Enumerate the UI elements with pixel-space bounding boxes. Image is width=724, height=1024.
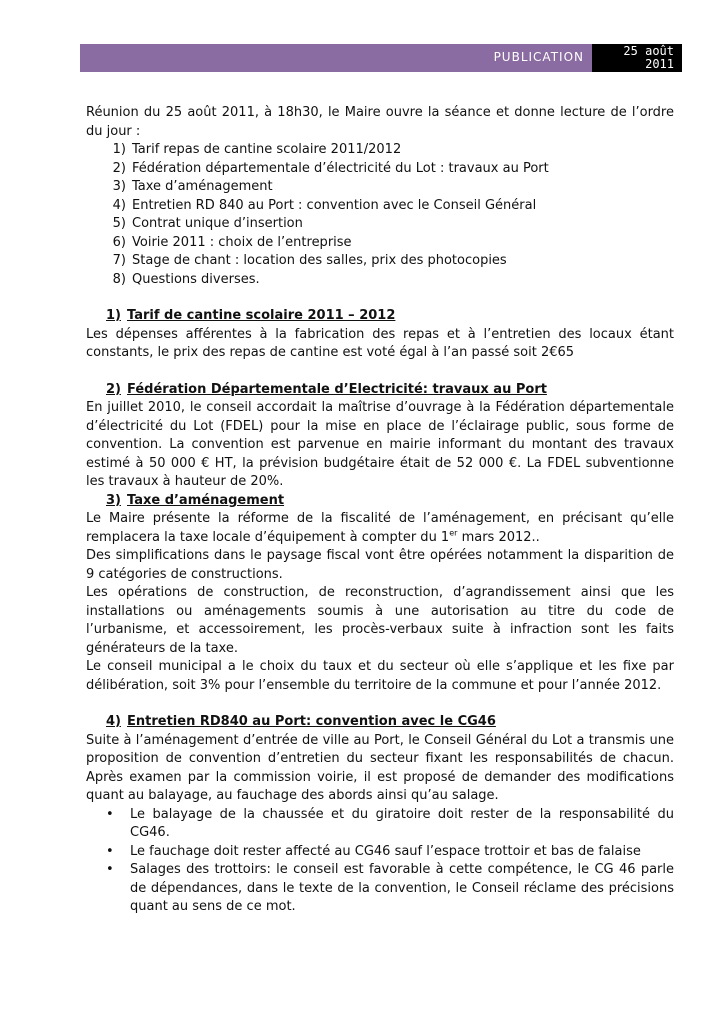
- header-label: PUBLICATION: [493, 50, 584, 64]
- agenda-num: 3): [112, 179, 126, 194]
- agenda-text: Entretien RD 840 au Port : convention avec le Conseil Général: [132, 197, 537, 213]
- agenda-num: 2): [112, 160, 126, 176]
- section-title: Fédération Départementale d’Electricité: travaux au Port: [127, 381, 547, 397]
- agenda-text: Taxe d’aménagement: [132, 179, 273, 194]
- spacer: [86, 695, 674, 713]
- agenda-text: Tarif repas de cantine scolaire 2011/2012: [132, 142, 402, 157]
- agenda-num: 5): [112, 216, 126, 231]
- agenda-list: [86, 141, 674, 289]
- agenda-num: 4): [112, 197, 126, 213]
- section-2-paragraph: En juillet 2010, le conseil accordait la maîtrise d’ouvrage à la Fédération départementale d’électricité du Lot (FDEL) pour la mise en place de l’éclairage public, sous forme de convention. La convention est parvenue en mairie informant du montant des travaux estimé à 50 000 € HT, la prévision budgétaire était de 52 000 €. La FDEL subventionne les travaux à hauteur de 20%.: [86, 400, 674, 489]
- date-line2: 2011: [645, 57, 674, 71]
- bullet-icon: •: [106, 862, 114, 877]
- agenda-item: [86, 252, 674, 271]
- section-title: Tarif de cantine scolaire 2011 – 2012: [127, 308, 396, 323]
- agenda-item: [86, 141, 674, 160]
- agenda-text: Fédération départementale d’électricité du Lot : travaux au Port: [132, 160, 549, 176]
- date-box: [592, 44, 682, 72]
- bullet-item: [86, 843, 674, 862]
- agenda-item: [86, 178, 674, 197]
- section-number: 2): [106, 381, 121, 397]
- spacer: [86, 363, 674, 381]
- intro-paragraph: Réunion du 25 août 2011, à 18h30, le Maire ouvre la séance et donne lecture de l’ordre du jour :: [86, 105, 674, 139]
- section-heading-1: [86, 307, 674, 326]
- agenda-item: [86, 234, 674, 253]
- bullet-item: [86, 806, 674, 843]
- section-number: 3): [106, 492, 121, 508]
- bullet-text: Le balayage de la chaussée et du giratoire doit rester de la responsabilité du CG46.: [130, 806, 674, 840]
- section-1-paragraph: Les dépenses afférentes à la fabrication des repas et à l’entretien des locaux étant constants, le prix des repas de cantine est voté égal à l’an passé soit 2€65: [86, 326, 674, 360]
- bullet-icon: •: [106, 806, 114, 822]
- section-title: Entretien RD840 au Port: convention avec le CG46: [127, 714, 496, 729]
- section-number: 4): [106, 714, 121, 729]
- section-3-paragraph-2: Des simplifications dans le paysage fiscal vont être opérées notamment la disparition de 9 catégories de constructions.: [86, 548, 674, 582]
- section-3-paragraph-4: Le conseil municipal a le choix du taux et du secteur où elle s’applique et les fixe par délibération, soit 3% pour l’ensemble du territoire de la commune et pour l’année 2012.: [86, 659, 674, 693]
- agenda-text: Voirie 2011 : choix de l’entreprise: [132, 234, 352, 250]
- agenda-num: 8): [112, 271, 126, 287]
- section-heading-4: [86, 713, 674, 732]
- agenda-item: [86, 215, 674, 234]
- date-line1: 25 août: [623, 44, 674, 58]
- section-4-paragraph: Suite à l’aménagement d’entrée de ville au Port, le Conseil Général du Lot a transmis une proposition de convention d’entretien du secteur fixant les responsabilités de chacun. Après examen par la commission voirie, il est proposé de demander des modifications quant au balayage, au fauchage des abords ainsi qu’au salage.: [86, 732, 674, 803]
- agenda-num: 6): [112, 234, 126, 250]
- superscript: er: [449, 528, 458, 538]
- section-heading-3: [86, 492, 674, 511]
- section-heading-2: [86, 381, 674, 400]
- section-3-paragraph-3: Les opérations de construction, de reconstruction, d’agrandissement ainsi que les installations ou aménagements soumis à une autorisation au titre du code de l’urbanisme, et accessoirement, les procès-verbaux suite à infraction sont les faits générateurs de la taxe.: [86, 585, 674, 656]
- section-title: Taxe d’aménagement: [127, 492, 285, 508]
- agenda-text: Contrat unique d’insertion: [132, 216, 303, 231]
- text-run: Le Maire présente la réforme de la fiscalité de l’aménagement, en précisant qu’elle remplacera la taxe locale d’équipement à compter du 1: [86, 511, 674, 545]
- agenda-num: 7): [112, 253, 126, 268]
- header-bar: [80, 44, 592, 72]
- spacer: [86, 289, 674, 307]
- agenda-text: Stage de chant : location des salles, prix des photocopies: [132, 253, 507, 268]
- agenda-item: [86, 160, 674, 179]
- bullet-text: Salages des trottoirs: le conseil est favorable à cette compétence, le CG 46 parle de dépendances, dans le texte de la convention, le Conseil réclame des précisions quant au sens de ce mot.: [130, 862, 674, 914]
- document-body: [86, 104, 674, 917]
- text-run: mars 2012..: [457, 529, 540, 545]
- bullet-item: [86, 861, 674, 917]
- bullet-icon: •: [106, 843, 114, 859]
- agenda-item: [86, 197, 674, 216]
- bullet-list: [86, 806, 674, 917]
- bullet-text: Le fauchage doit rester affecté au CG46 sauf l’espace trottoir et bas de falaise: [130, 843, 641, 859]
- agenda-text: Questions diverses.: [132, 271, 260, 287]
- agenda-num: 1): [112, 142, 126, 157]
- section-3-paragraph-1: [86, 510, 674, 547]
- agenda-item: [86, 271, 674, 290]
- section-number: 1): [106, 308, 121, 323]
